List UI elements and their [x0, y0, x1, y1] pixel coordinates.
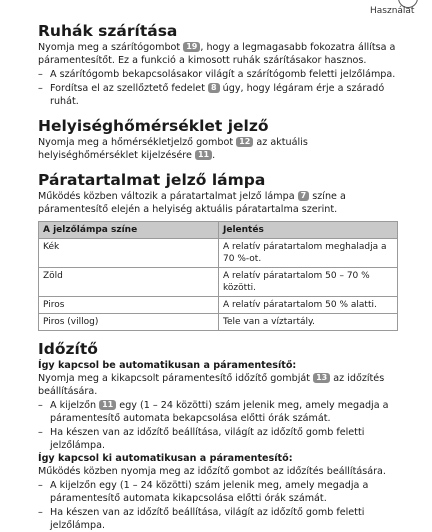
- list-item: – A kijelzőn 11 egy (1 – 24 közötti) szám jelenik meg, amely megadja a páramentesítő automata bekapcsolása előtti órák számát.: [38, 399, 398, 425]
- drying-paragraph: Nyomja meg a szárítógombot 19 , hogy a legmagasabb fokozatra állítsa a páramentesítőt. Ez a funkció a kimosott ruhák szárításakor hasznos.: [38, 42, 396, 66]
- list-item: – Ha készen van az időzítő beállítása, világít az időzítő gomb feletti jelzőlámpa.: [38, 426, 398, 452]
- table-header-row: [39, 222, 398, 239]
- timer-subheading-auto-off: Így kapcsol ki automatikusan a páramentesítő:: [38, 453, 293, 464]
- table-cell: Piros (villog): [39, 314, 219, 331]
- table-header-cell: Jelentés: [219, 222, 398, 239]
- table-row: [39, 297, 398, 314]
- part-number-badge: 13: [313, 373, 330, 383]
- list-item: – Fordítsa el az szellőztető fedelet 8 úgy, hogy légáram érje a száradó ruhát.: [38, 82, 398, 108]
- section-title-timer: Időzítő: [38, 340, 98, 358]
- table-cell: Tele van a víztartály.: [219, 314, 398, 331]
- table-row: [39, 314, 398, 331]
- table-cell: Kék: [39, 239, 219, 268]
- list-item: – Ha készen van az időzítő beállítása, világít az időzítő gomb feletti jelzőlámpa.: [38, 506, 398, 532]
- temperature-paragraph: Nyomja meg a hőmérsékletjelző gombot 12 az aktuális helyiséghőmérséklet kijelzésére 11 .: [38, 137, 308, 161]
- part-number-badge: 19: [183, 42, 200, 52]
- timer-on-paragraph: Nyomja meg a kikapcsolt páramentesítő időzítő gombját 13 az időzítés beállítására.: [38, 373, 385, 397]
- section-title-humidity-lamp: Páratartalmat jelző lámpa: [38, 171, 266, 189]
- part-number-badge: 12: [236, 137, 253, 147]
- table-cell: A relatív páratartalom 50 % alatti.: [219, 297, 398, 314]
- humidity-lamp-table: [38, 221, 398, 331]
- table-row: [39, 239, 398, 268]
- table-cell: A relatív páratartalom meghaladja a 70 %-ot.: [219, 239, 398, 268]
- timer-off-paragraph: Működés közben nyomja meg az időzítő gombot az időzítés beállítására.: [38, 466, 386, 477]
- section-title-drying: Ruhák szárítása: [38, 22, 178, 40]
- timer-off-list: [38, 479, 398, 532]
- section-header-label: Használat: [370, 6, 415, 16]
- timer-subheading-auto-on: Így kapcsol be automatikusan a páramentesítő:: [38, 360, 297, 371]
- table-header-cell: A jelzőlámpa színe: [39, 222, 219, 239]
- table-cell: Zöld: [39, 268, 219, 297]
- humidity-paragraph: Működés közben változik a páratartalmat jelző lámpa 7 színe a páramentesítő elején a helyiség aktuális páratartalma szerint.: [38, 191, 346, 215]
- document-body: [38, 22, 398, 532]
- section-title-room-temperature: Helyiséghőmérséklet jelző: [38, 117, 269, 135]
- table-cell: A relatív páratartalom 50 – 70 % közötti.: [219, 268, 398, 297]
- part-number-badge: 11: [195, 150, 212, 160]
- table-cell: Piros: [39, 297, 219, 314]
- drying-list: [38, 68, 398, 108]
- part-number-badge: 11: [99, 400, 116, 410]
- table-row: [39, 268, 398, 297]
- list-item: – A kijelzőn egy (1 – 24 közötti) szám jelenik meg, amely megadja a páramentesítő automata kikapcsolása előtti órák számát.: [38, 479, 398, 505]
- part-number-badge: 7: [298, 191, 310, 201]
- list-item: – A szárítógomb bekapcsolásakor világít a szárítógomb feletti jelzőlámpa.: [38, 68, 398, 81]
- part-number-badge: 8: [208, 83, 220, 93]
- timer-on-list: [38, 399, 398, 452]
